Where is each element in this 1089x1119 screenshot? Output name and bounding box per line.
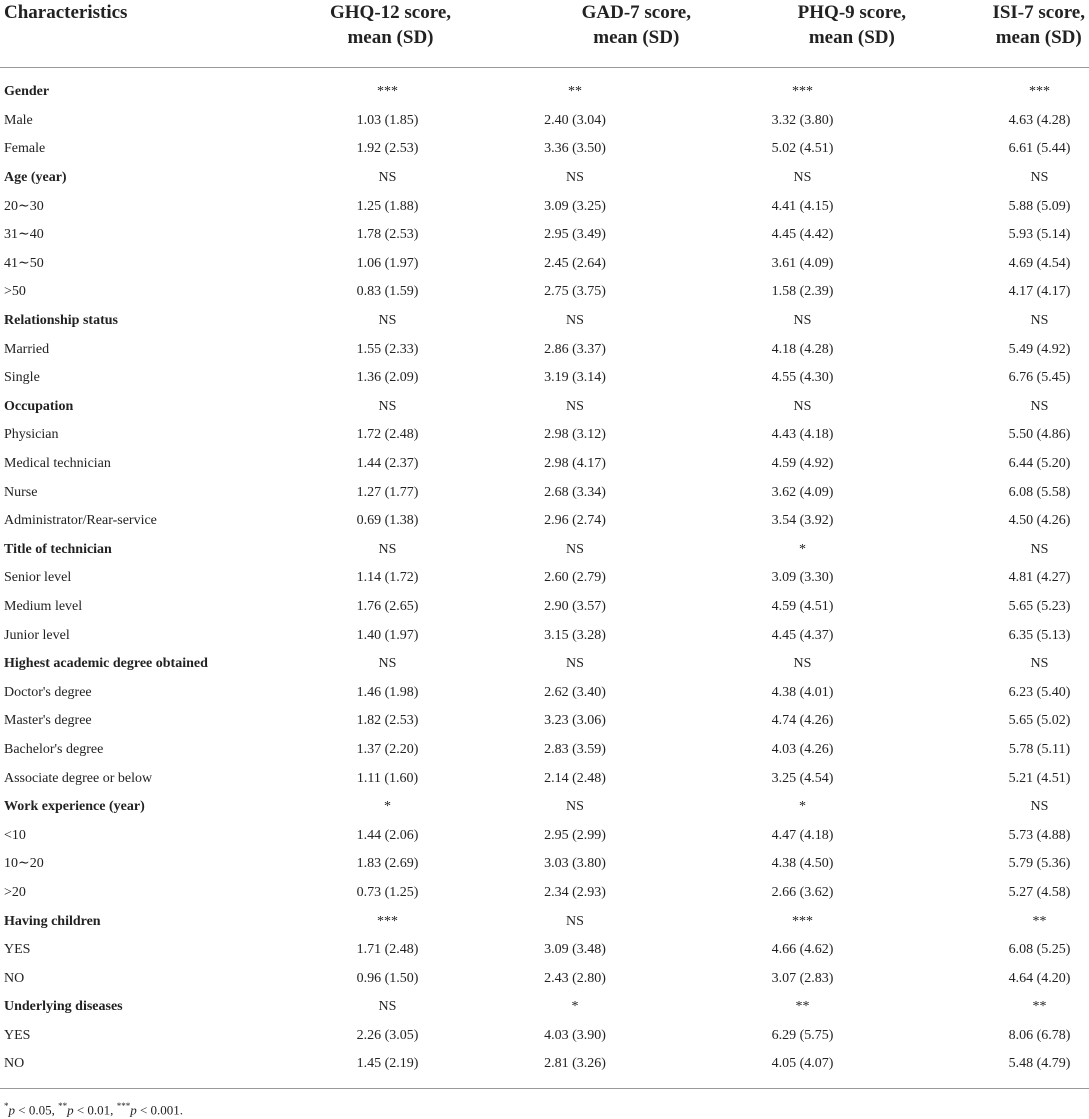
- cell-ghq12: 1.83 (2.69): [356, 856, 419, 872]
- cell-phq9: *: [799, 799, 806, 815]
- row-label: Single: [4, 370, 40, 386]
- footnote-sup-3: ***: [116, 1101, 131, 1111]
- cell-isi7: 6.61 (5.44): [1008, 141, 1071, 157]
- table-row: [0, 564, 1089, 593]
- cell-phq9: 3.54 (3.92): [771, 513, 834, 529]
- group-row: [0, 164, 1089, 193]
- cell-phq9: 3.25 (4.54): [771, 770, 834, 786]
- row-label: <10: [4, 827, 26, 843]
- table-row: [0, 135, 1089, 164]
- cell-isi7: **: [1032, 999, 1047, 1015]
- cell-ghq12: NS: [378, 999, 397, 1015]
- row-label: Administrator/Rear-service: [4, 513, 157, 529]
- cell-ghq12: 1.72 (2.48): [356, 427, 419, 443]
- cell-phq9: 6.29 (5.75): [771, 1027, 834, 1043]
- cell-gad7: **: [568, 84, 582, 100]
- cell-phq9: 4.55 (4.30): [771, 370, 834, 386]
- group-row: [0, 650, 1089, 679]
- group-label: Highest academic degree obtained: [4, 656, 208, 672]
- table-body: [0, 68, 1089, 1079]
- cell-ghq12: 1.55 (2.33): [356, 341, 419, 357]
- cell-isi7: 6.08 (5.25): [1008, 942, 1071, 958]
- cell-ghq12: 1.92 (2.53): [356, 141, 419, 157]
- cell-gad7: 2.98 (3.12): [544, 427, 606, 443]
- row-label: NO: [4, 1056, 25, 1072]
- cell-phq9: 4.43 (4.18): [771, 427, 834, 443]
- cell-isi7: 4.17 (4.17): [1008, 284, 1071, 300]
- footnote: [4, 1097, 183, 1119]
- cell-isi7: 5.49 (4.92): [1008, 341, 1071, 357]
- cell-ghq12: 1.25 (1.88): [356, 198, 419, 214]
- cell-phq9: 2.66 (3.62): [771, 884, 834, 900]
- header-isi7-line2: mean (SD): [995, 27, 1082, 48]
- table-row: [0, 936, 1089, 965]
- row-label: Physician: [4, 427, 59, 443]
- row-label: >50: [4, 284, 26, 300]
- group-row: [0, 393, 1089, 422]
- cell-ghq12: 1.27 (1.77): [356, 484, 419, 500]
- cell-ghq12: 0.96 (1.50): [356, 970, 419, 986]
- footnote-p-2: p: [67, 1102, 74, 1118]
- cell-gad7: 2.14 (2.48): [544, 770, 606, 786]
- cell-isi7: 5.93 (5.14): [1008, 227, 1071, 243]
- row-label: Associate degree or below: [4, 770, 153, 786]
- cell-gad7: 3.23 (3.06): [544, 713, 606, 729]
- cell-isi7: 4.69 (4.54): [1008, 255, 1071, 271]
- cell-gad7: 2.40 (3.04): [544, 112, 606, 128]
- footnote-p-1: p: [8, 1102, 15, 1118]
- table-row: [0, 364, 1089, 393]
- footnote-text-2: < 0.01,: [73, 1102, 117, 1118]
- row-label: YES: [4, 1027, 31, 1043]
- cell-gad7: 2.83 (3.59): [544, 741, 606, 757]
- table-row: [0, 879, 1089, 908]
- cell-phq9: 4.41 (4.15): [771, 198, 834, 214]
- cell-isi7: 6.76 (5.45): [1008, 370, 1071, 386]
- cell-gad7: NS: [566, 799, 584, 815]
- cell-isi7: 5.65 (5.23): [1008, 598, 1071, 614]
- cell-isi7: 5.21 (4.51): [1008, 770, 1071, 786]
- group-label: Work experience (year): [4, 799, 145, 815]
- footnote-text-1: < 0.05,: [15, 1102, 59, 1118]
- header-phq9-line2: mean (SD): [808, 27, 895, 48]
- header-characteristics-text: Characteristics: [4, 2, 128, 23]
- row-label: Doctor's degree: [4, 684, 92, 700]
- cell-ghq12: 0.69 (1.38): [356, 513, 419, 529]
- cell-ghq12: 1.46 (1.98): [356, 684, 419, 700]
- cell-ghq12: ***: [377, 913, 398, 929]
- footnote-sup-1: *: [4, 1101, 9, 1111]
- group-label: Underlying diseases: [4, 999, 123, 1015]
- row-label: >20: [4, 884, 26, 900]
- cell-phq9: 4.18 (4.28): [771, 341, 834, 357]
- bottom-rule: [0, 1088, 1089, 1089]
- cell-phq9: 4.59 (4.92): [771, 456, 834, 472]
- row-label: 10∼20: [4, 856, 44, 872]
- table-row: [0, 221, 1089, 250]
- cell-ghq12: 1.44 (2.37): [356, 456, 419, 472]
- cell-gad7: 2.60 (2.79): [544, 570, 606, 586]
- cell-phq9: 4.74 (4.26): [771, 713, 834, 729]
- row-label: Nurse: [4, 484, 38, 500]
- cell-phq9: *: [799, 541, 806, 557]
- cell-isi7: 5.78 (5.11): [1008, 741, 1071, 757]
- cell-gad7: 2.75 (3.75): [544, 284, 606, 300]
- group-row: [0, 793, 1089, 822]
- cell-gad7: NS: [566, 313, 584, 329]
- group-row: [0, 536, 1089, 565]
- row-label: 20∼30: [4, 198, 44, 214]
- cell-gad7: 3.15 (3.28): [544, 627, 606, 643]
- cell-isi7: 5.65 (5.02): [1008, 713, 1071, 729]
- cell-phq9: NS: [793, 170, 812, 186]
- cell-ghq12: 1.36 (2.09): [356, 370, 419, 386]
- table-row: [0, 192, 1089, 221]
- cell-ghq12: 1.03 (1.85): [356, 112, 419, 128]
- footnote-sup-2: **: [58, 1101, 68, 1111]
- cell-gad7: 2.86 (3.37): [544, 341, 606, 357]
- header-ghq12-line1: GHQ-12 score,: [329, 2, 451, 23]
- cell-gad7: 2.95 (3.49): [544, 227, 606, 243]
- cell-ghq12: 1.76 (2.65): [356, 598, 419, 614]
- cell-gad7: 3.03 (3.80): [544, 856, 606, 872]
- group-row: [0, 993, 1089, 1022]
- cell-phq9: 4.38 (4.50): [771, 856, 834, 872]
- group-label: Occupation: [4, 398, 74, 414]
- row-label: Male: [4, 112, 33, 128]
- cell-isi7: NS: [1030, 398, 1049, 414]
- cell-phq9: NS: [793, 313, 812, 329]
- row-label: Married: [4, 341, 50, 357]
- cell-gad7: NS: [566, 398, 584, 414]
- cell-ghq12: 1.82 (2.53): [356, 713, 419, 729]
- row-label: Junior level: [4, 627, 70, 643]
- header-row: [0, 0, 1089, 68]
- cell-phq9: **: [795, 999, 810, 1015]
- header-isi7: [910, 0, 1089, 68]
- cell-isi7: NS: [1030, 799, 1049, 815]
- footnote-text-3: < 0.001.: [136, 1102, 184, 1118]
- cell-isi7: 4.81 (4.27): [1008, 570, 1071, 586]
- cell-phq9: NS: [793, 656, 812, 672]
- cell-ghq12: NS: [378, 170, 397, 186]
- row-label: Medium level: [4, 598, 83, 614]
- cell-isi7: 6.44 (5.20): [1008, 456, 1071, 472]
- cell-phq9: 3.61 (4.09): [771, 255, 834, 271]
- row-label: NO: [4, 970, 25, 986]
- group-label: Title of technician: [4, 541, 112, 557]
- cell-gad7: NS: [566, 170, 584, 186]
- table-row: [0, 621, 1089, 650]
- cell-phq9: 3.62 (4.09): [771, 484, 834, 500]
- cell-ghq12: 1.06 (1.97): [356, 255, 419, 271]
- group-label: Gender: [4, 84, 50, 100]
- cell-phq9: 4.45 (4.37): [771, 627, 834, 643]
- cell-isi7: NS: [1030, 541, 1049, 557]
- row-label: Female: [4, 141, 46, 157]
- header-gad7: [455, 0, 695, 68]
- table-row: [0, 278, 1089, 307]
- header-ghq12-line2: mean (SD): [347, 27, 434, 48]
- cell-phq9: ***: [792, 913, 813, 929]
- cell-gad7: 2.45 (2.64): [544, 255, 606, 271]
- cell-isi7: 5.73 (4.88): [1008, 827, 1071, 843]
- group-label: Relationship status: [4, 313, 118, 329]
- cell-ghq12: 1.71 (2.48): [356, 942, 419, 958]
- cell-isi7: 5.48 (4.79): [1008, 1056, 1071, 1072]
- cell-isi7: 5.27 (4.58): [1008, 884, 1071, 900]
- group-row: [0, 307, 1089, 336]
- cell-phq9: 5.02 (4.51): [771, 141, 834, 157]
- cell-isi7: ***: [1029, 84, 1050, 100]
- table-row: [0, 450, 1089, 479]
- cell-phq9: 4.38 (4.01): [771, 684, 834, 700]
- cell-phq9: 3.09 (3.30): [771, 570, 834, 586]
- table-row: [0, 736, 1089, 765]
- cell-gad7: 2.62 (3.40): [544, 684, 606, 700]
- cell-phq9: 3.07 (2.83): [771, 970, 834, 986]
- cell-ghq12: 0.83 (1.59): [356, 284, 419, 300]
- cell-gad7: 2.98 (4.17): [544, 456, 606, 472]
- table-row: [0, 593, 1089, 622]
- row-label: Master's degree: [4, 713, 92, 729]
- cell-gad7: 2.90 (3.57): [544, 598, 606, 614]
- table-row: [0, 507, 1089, 536]
- cell-isi7: NS: [1030, 656, 1049, 672]
- cell-phq9: 4.03 (4.26): [771, 741, 834, 757]
- cell-gad7: 3.09 (3.25): [544, 198, 606, 214]
- table-row: [0, 850, 1089, 879]
- header-gad7-line2: mean (SD): [593, 27, 680, 48]
- footnote-p-3: p: [130, 1102, 137, 1118]
- group-row: [0, 907, 1089, 936]
- cell-ghq12: NS: [378, 541, 397, 557]
- table-row: [0, 678, 1089, 707]
- cell-gad7: 2.95 (2.99): [544, 827, 606, 843]
- cell-isi7: 4.50 (4.26): [1008, 513, 1071, 529]
- table-row: [0, 478, 1089, 507]
- cell-ghq12: *: [384, 799, 391, 815]
- cell-isi7: **: [1032, 913, 1047, 929]
- cell-ghq12: 1.78 (2.53): [356, 227, 419, 243]
- table-row: [0, 107, 1089, 136]
- cell-gad7: 3.19 (3.14): [544, 370, 606, 386]
- header-phq9-line1: PHQ-9 score,: [797, 2, 906, 23]
- table-row: [0, 335, 1089, 364]
- cell-isi7: 6.23 (5.40): [1008, 684, 1071, 700]
- cell-gad7: NS: [566, 656, 584, 672]
- row-label: 41∼50: [4, 255, 44, 271]
- cell-isi7: 5.79 (5.36): [1008, 856, 1071, 872]
- group-label: Having children: [4, 913, 101, 929]
- cell-gad7: NS: [566, 913, 584, 929]
- cell-isi7: 6.35 (5.13): [1008, 627, 1071, 643]
- cell-ghq12: 1.11 (1.60): [356, 770, 419, 786]
- cell-gad7: 2.34 (2.93): [544, 884, 606, 900]
- cell-gad7: 3.36 (3.50): [544, 141, 606, 157]
- cell-ghq12: 1.40 (1.97): [356, 627, 419, 643]
- table-header: [0, 0, 1089, 68]
- cell-phq9: NS: [793, 398, 812, 414]
- table-row: [0, 821, 1089, 850]
- header-isi7-line1: ISI-7 score,: [992, 2, 1085, 23]
- cell-ghq12: 1.44 (2.06): [356, 827, 419, 843]
- row-label: YES: [4, 942, 31, 958]
- cell-ghq12: NS: [378, 313, 397, 329]
- cell-ghq12: 0.73 (1.25): [356, 884, 419, 900]
- cell-phq9: 4.66 (4.62): [771, 942, 834, 958]
- table-row: [0, 964, 1089, 993]
- cell-gad7: 3.09 (3.48): [544, 942, 606, 958]
- header-ghq12: [280, 0, 455, 68]
- cell-gad7: 2.68 (3.34): [544, 484, 606, 500]
- cell-isi7: 6.08 (5.58): [1008, 484, 1071, 500]
- table-row: [0, 1022, 1089, 1051]
- cell-phq9: 4.05 (4.07): [771, 1056, 834, 1072]
- cell-phq9: 3.32 (3.80): [771, 112, 834, 128]
- group-row: [0, 68, 1089, 107]
- cell-gad7: 2.96 (2.74): [544, 513, 606, 529]
- cell-isi7: NS: [1030, 313, 1049, 329]
- row-label: 31∼40: [4, 227, 44, 243]
- cell-ghq12: ***: [377, 84, 398, 100]
- row-label: Senior level: [4, 570, 72, 586]
- cell-phq9: 4.47 (4.18): [771, 827, 834, 843]
- row-label: Medical technician: [4, 456, 111, 472]
- table-row: [0, 764, 1089, 793]
- cell-isi7: 8.06 (6.78): [1008, 1027, 1071, 1043]
- cell-gad7: 2.81 (3.26): [544, 1056, 606, 1072]
- cell-ghq12: 1.45 (2.19): [356, 1056, 419, 1072]
- cell-phq9: 4.59 (4.51): [771, 598, 834, 614]
- cell-isi7: 5.50 (4.86): [1008, 427, 1071, 443]
- cell-ghq12: 1.37 (2.20): [356, 741, 419, 757]
- cell-gad7: 2.43 (2.80): [544, 970, 606, 986]
- table-row: [0, 1050, 1089, 1079]
- group-label: Age (year): [4, 170, 67, 186]
- header-characteristics: [0, 0, 280, 68]
- cell-ghq12: 2.26 (3.05): [356, 1027, 419, 1043]
- cell-isi7: NS: [1030, 170, 1049, 186]
- table-row: [0, 421, 1089, 450]
- cell-isi7: 5.88 (5.09): [1008, 198, 1071, 214]
- cell-isi7: 4.64 (4.20): [1008, 970, 1071, 986]
- row-label: Bachelor's degree: [4, 741, 104, 757]
- cell-gad7: NS: [566, 541, 584, 557]
- header-gad7-line1: GAD-7 score,: [581, 2, 691, 23]
- cell-ghq12: 1.14 (1.72): [356, 570, 419, 586]
- cell-gad7: *: [571, 999, 579, 1015]
- cell-ghq12: NS: [378, 656, 397, 672]
- table-row: [0, 707, 1089, 736]
- cell-isi7: 4.63 (4.28): [1008, 112, 1071, 128]
- cell-phq9: 4.45 (4.42): [771, 227, 834, 243]
- header-phq9: [695, 0, 910, 68]
- cell-gad7: 4.03 (3.90): [544, 1027, 606, 1043]
- cell-phq9: 1.58 (2.39): [771, 284, 834, 300]
- table-row: [0, 250, 1089, 279]
- cell-phq9: ***: [792, 84, 813, 100]
- cell-ghq12: NS: [378, 398, 397, 414]
